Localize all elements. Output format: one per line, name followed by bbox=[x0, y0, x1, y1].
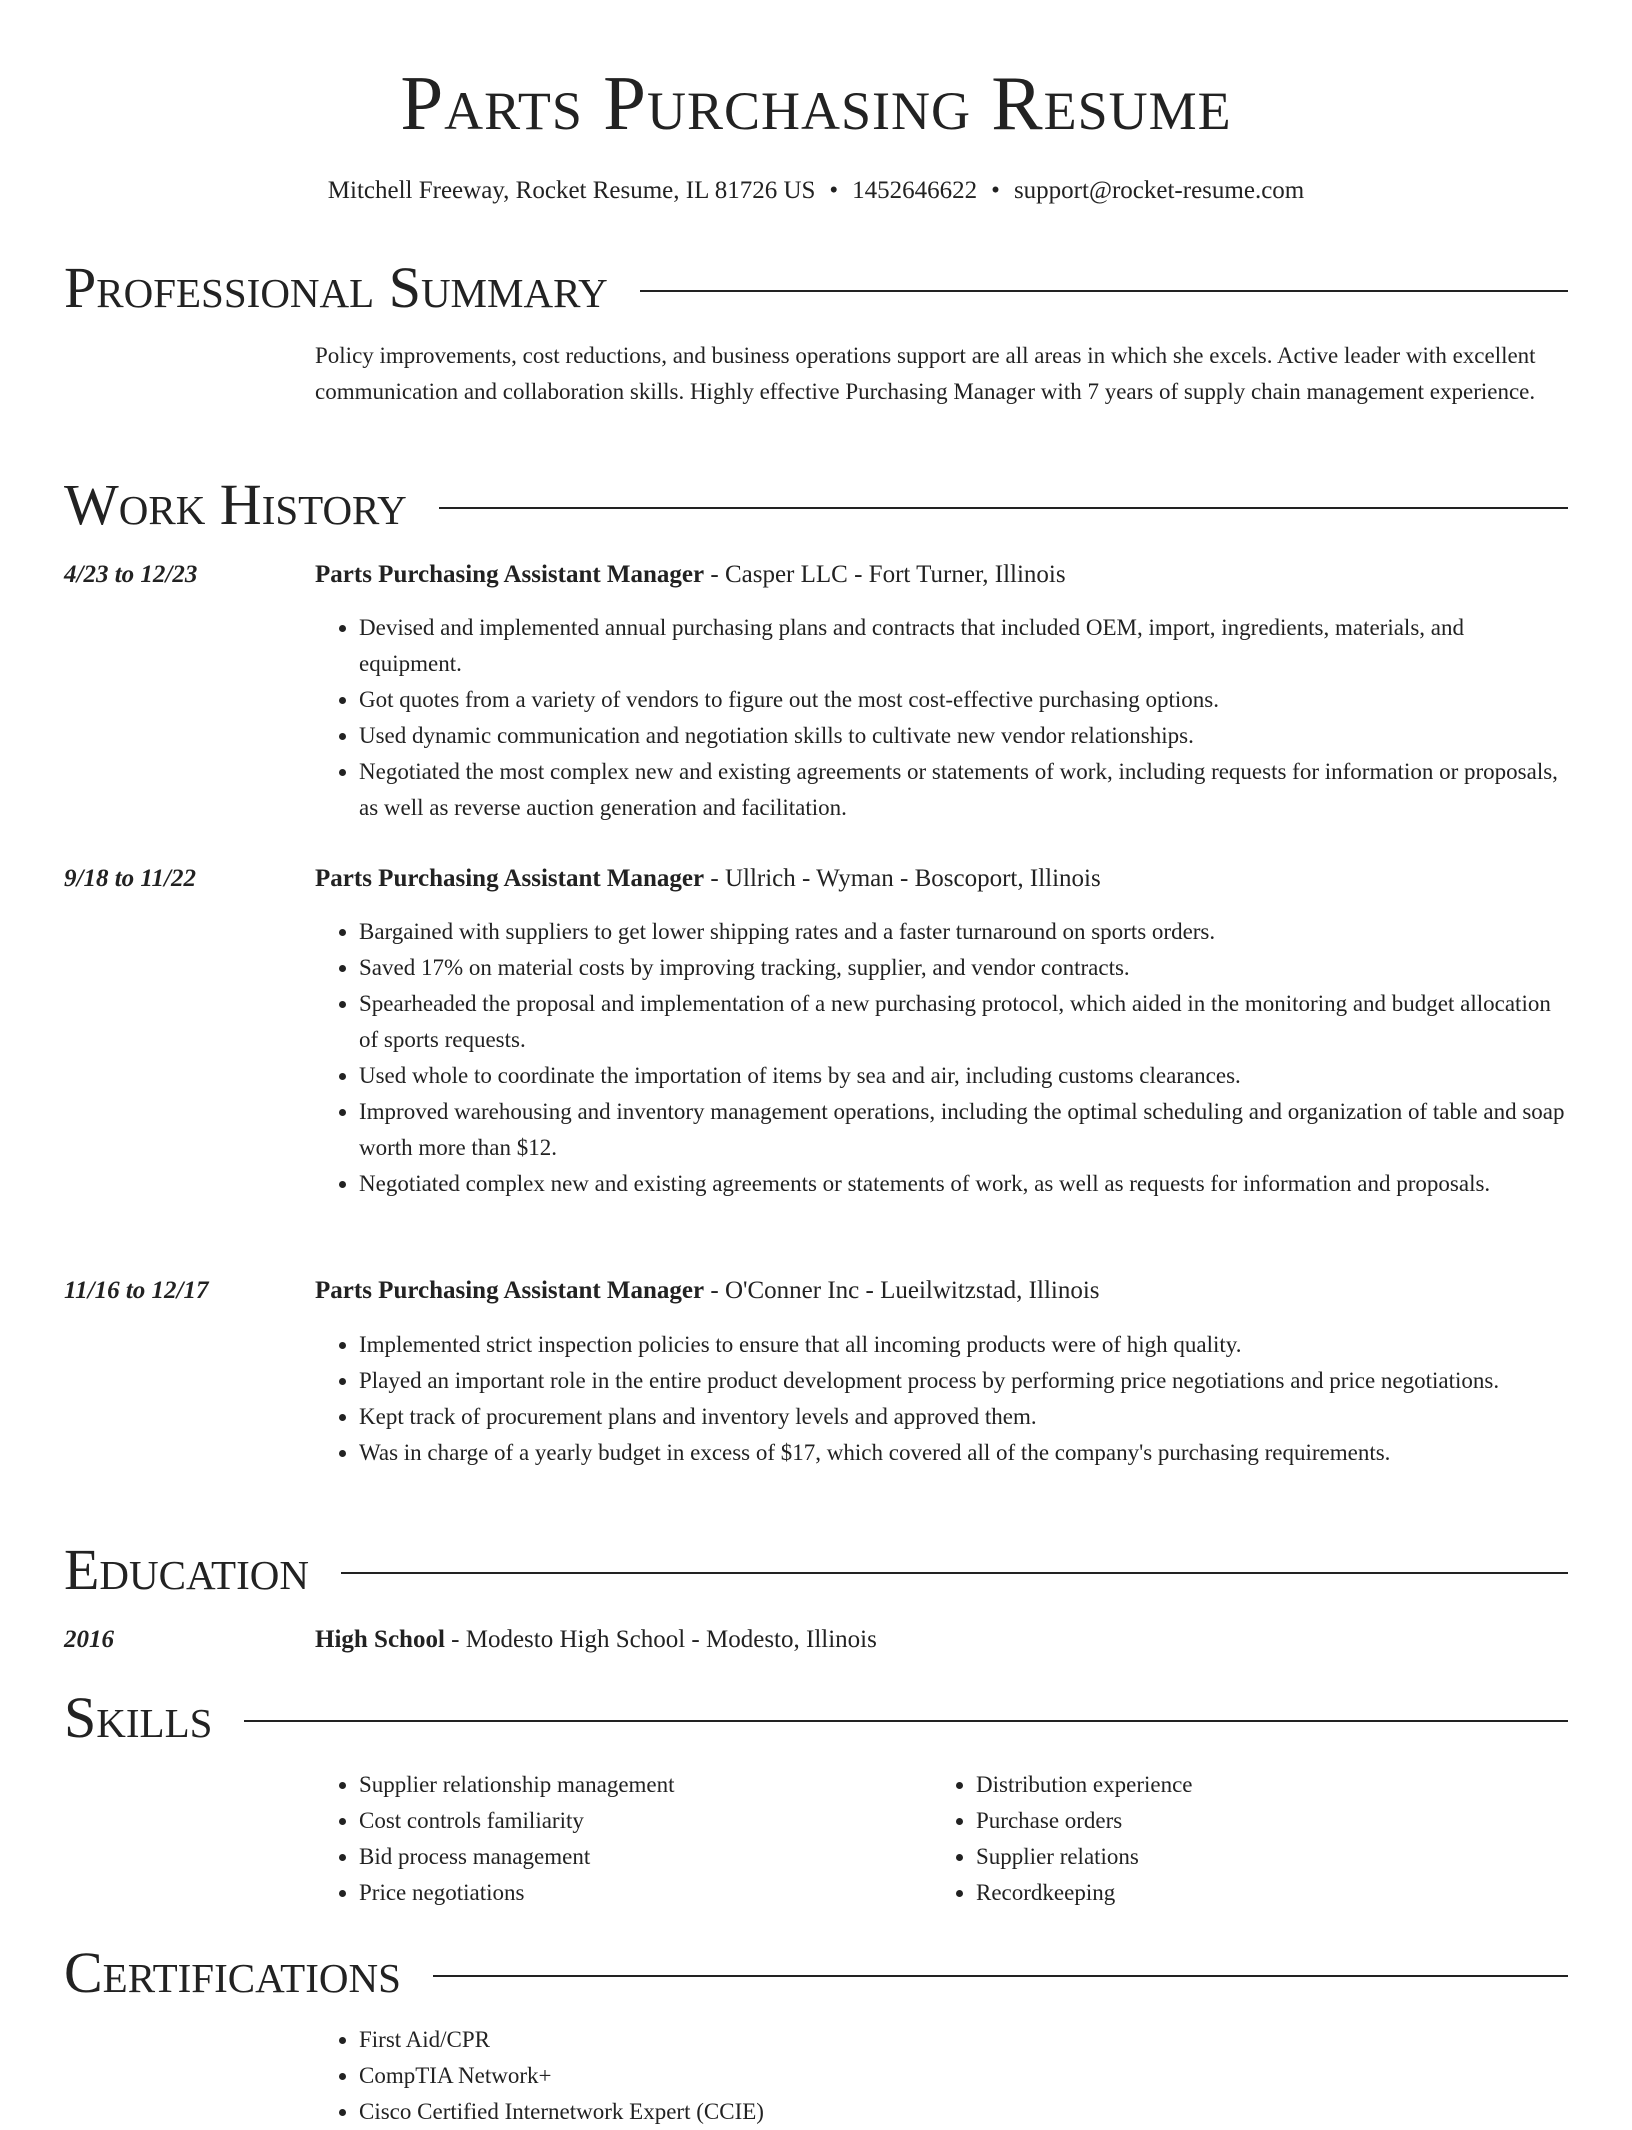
list-item: • Got quotes from a variety of vendors to figure out the most cost-effective purchasing options. bbox=[359, 682, 1568, 718]
contact-phone: 1452646622 bbox=[852, 177, 978, 204]
contact-email: support@rocket-resume.com bbox=[1013, 177, 1305, 204]
job-bullets bbox=[315, 1327, 1568, 1471]
list-item: • Saved 17% on material costs by improving tracking, supplier, and vendor contracts. bbox=[359, 950, 1568, 986]
job-details: - Casper LLC - Fort Turner, Illinois bbox=[704, 561, 1066, 588]
list-item: • Played an important role in the entire product development process by performing price negotiations and price negotiations. bbox=[359, 1363, 1568, 1399]
section-title: Certifications bbox=[64, 1940, 401, 2005]
skill-item: • Recordkeeping bbox=[976, 1875, 1536, 1911]
section-header-summary bbox=[64, 255, 1568, 320]
job-heading bbox=[315, 1275, 1572, 1307]
certification-item: • Cisco Certified Internetwork Expert (CCIE) bbox=[359, 2094, 1568, 2130]
job-bullets bbox=[315, 610, 1568, 826]
job-heading bbox=[315, 863, 1572, 895]
education-details: - Modesto High School - Modesto, Illinois bbox=[444, 1626, 877, 1653]
job-dates: 4/23 to 12/23 bbox=[64, 561, 198, 588]
job-heading bbox=[315, 559, 1572, 591]
certification-item: • First Aid/CPR bbox=[359, 2022, 1568, 2058]
section-header-certifications bbox=[64, 1940, 1568, 2005]
certifications-list bbox=[315, 2022, 1568, 2130]
section-header-skills bbox=[64, 1685, 1568, 1750]
section-divider bbox=[640, 290, 1568, 292]
list-item: • Was in charge of a yearly budget in excess of $17, which covered all of the company's purchasing requirements. bbox=[359, 1435, 1568, 1471]
section-divider bbox=[439, 507, 1568, 509]
skills-list-right bbox=[932, 1767, 1536, 1911]
section-header-education bbox=[64, 1537, 1568, 1602]
skills-list-left bbox=[315, 1767, 929, 1911]
certification-item: • CompTIA Network+ bbox=[359, 2058, 1568, 2094]
list-item: • Devised and implemented annual purchasing plans and contracts that included OEM, import, ingredients, materials, and equipment. bbox=[359, 610, 1568, 682]
resume-title: Parts Purchasing Resume bbox=[400, 60, 1232, 146]
list-item: • Implemented strict inspection policies to ensure that all incoming products were of high quality. bbox=[359, 1327, 1568, 1363]
contact-address: Mitchell Freeway, Rocket Resume, IL 81726 US bbox=[327, 177, 816, 204]
skill-item: • Purchase orders bbox=[976, 1803, 1536, 1839]
list-item: • Used whole to coordinate the importation of items by sea and air, including customs clearances. bbox=[359, 1058, 1568, 1094]
section-divider bbox=[433, 1975, 1568, 1977]
list-item: • Negotiated complex new and existing agreements or statements of work, as well as requests for information and proposals. bbox=[359, 1166, 1568, 1202]
skill-item: • Cost controls familiarity bbox=[359, 1803, 929, 1839]
section-title: Work History bbox=[64, 472, 407, 537]
skill-item: • Price negotiations bbox=[359, 1875, 929, 1911]
skill-item: • Bid process management bbox=[359, 1839, 929, 1875]
section-title: Skills bbox=[64, 1685, 213, 1750]
skill-item: • Supplier relations bbox=[976, 1839, 1536, 1875]
list-item: • Used dynamic communication and negotiation skills to cultivate new vendor relationships. bbox=[359, 718, 1568, 754]
job-details: - Ullrich - Wyman - Boscoport, Illinois bbox=[704, 865, 1101, 892]
skill-item: • Distribution experience bbox=[976, 1767, 1536, 1803]
list-item: • Spearheaded the proposal and implementation of a new purchasing protocol, which aided in the monitoring and budget allocation of sports requests. bbox=[359, 986, 1568, 1058]
section-title: Professional Summary bbox=[64, 255, 608, 320]
section-header-work-history bbox=[64, 472, 1568, 537]
contact-line bbox=[0, 176, 1632, 206]
list-item: • Improved warehousing and inventory management operations, including the optimal scheduling and organization of table and soap worth more than $12. bbox=[359, 1094, 1568, 1166]
job-title: Parts Purchasing Assistant Manager bbox=[315, 1277, 705, 1304]
list-item: • Bargained with suppliers to get lower shipping rates and a faster turnaround on sports orders. bbox=[359, 914, 1568, 950]
education-entry bbox=[315, 1624, 1572, 1656]
summary-text: Policy improvements, cost reductions, and business operations support are all areas in which she excels. Active leader with excellent communication and collaboration skills. Highly effective Purchasing Manager with 7 years of supply chain management experience. bbox=[315, 343, 1536, 404]
section-divider bbox=[341, 1572, 1568, 1574]
education-year: 2016 bbox=[64, 1626, 114, 1653]
job-bullets bbox=[315, 914, 1568, 1202]
contact-separator: • bbox=[829, 177, 839, 204]
skill-item: • Supplier relationship management bbox=[359, 1767, 929, 1803]
section-divider bbox=[244, 1720, 1568, 1722]
job-title: Parts Purchasing Assistant Manager bbox=[315, 865, 705, 892]
job-dates: 9/18 to 11/22 bbox=[64, 865, 196, 892]
job-details: - O'Conner Inc - Lueilwitzstad, Illinois bbox=[704, 1277, 1100, 1304]
education-degree: High School bbox=[315, 1626, 445, 1653]
job-title: Parts Purchasing Assistant Manager bbox=[315, 561, 705, 588]
section-title: Education bbox=[64, 1537, 309, 1602]
contact-separator: • bbox=[991, 177, 1000, 204]
job-dates: 11/16 to 12/17 bbox=[64, 1277, 209, 1304]
list-item: • Negotiated the most complex new and existing agreements or statements of work, including requests for information or proposals, as well as reverse auction generation and facilitation. bbox=[359, 754, 1568, 826]
list-item: • Kept track of procurement plans and inventory levels and approved them. bbox=[359, 1399, 1568, 1435]
